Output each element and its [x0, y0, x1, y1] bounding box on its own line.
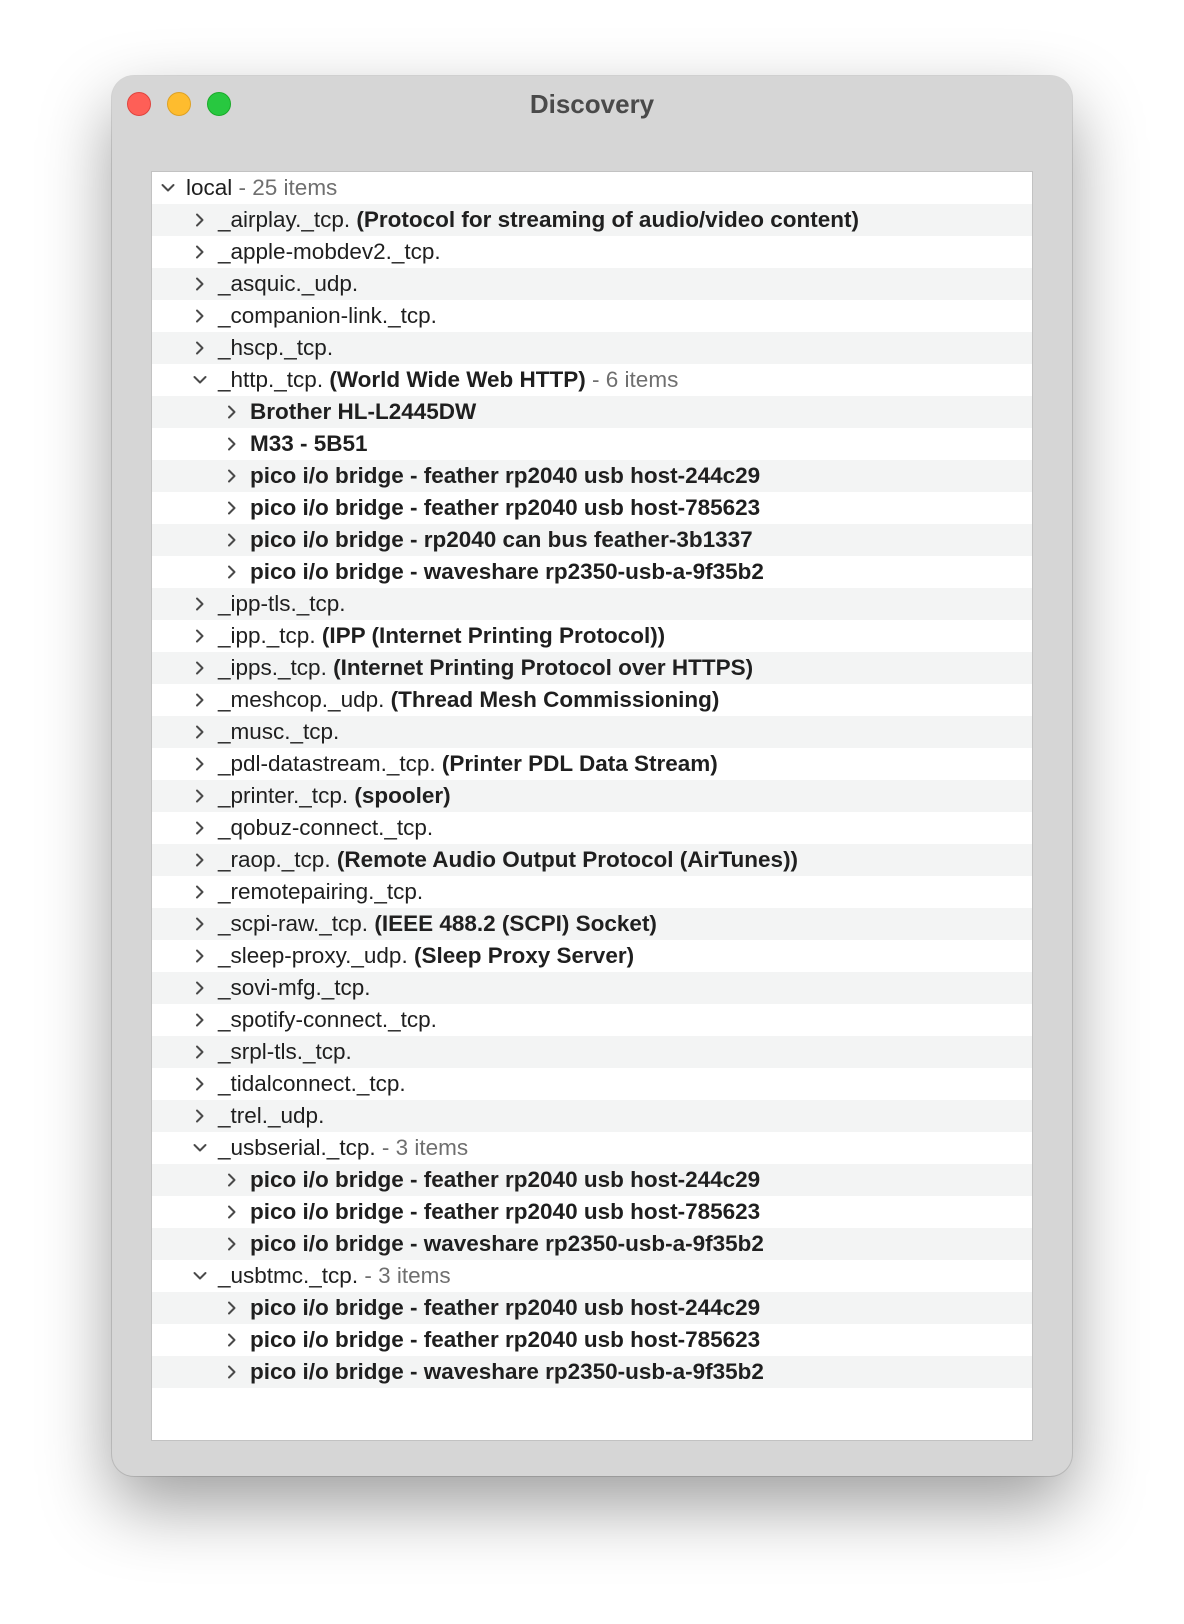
tree-row-instance[interactable] — [152, 1356, 1032, 1388]
chevron-right-icon[interactable] — [188, 204, 212, 236]
row-label — [218, 620, 665, 652]
service-description: (Sleep Proxy Server) — [413, 943, 635, 968]
tree-row-service[interactable] — [152, 716, 1032, 748]
row-label — [218, 780, 451, 812]
service-type-name: _usbserial._tcp. — [218, 1135, 376, 1160]
service-description: (Protocol for streaming of audio/video content) — [356, 207, 859, 232]
tree-row-instance[interactable] — [152, 460, 1032, 492]
row-label — [218, 812, 433, 844]
chevron-right-icon[interactable] — [188, 1004, 212, 1036]
service-type-name: _remotepairing._tcp. — [218, 879, 424, 904]
tree-row-service[interactable] — [152, 748, 1032, 780]
row-label — [218, 1132, 468, 1164]
service-type-name: _meshcop._udp. — [218, 687, 385, 712]
chevron-down-icon[interactable] — [188, 1260, 212, 1292]
chevron-right-icon[interactable] — [220, 556, 244, 588]
chevron-right-icon[interactable] — [220, 1324, 244, 1356]
service-type-name: _tidalconnect._tcp. — [218, 1071, 406, 1096]
row-label — [250, 1324, 760, 1356]
tree-row-service[interactable] — [152, 204, 1032, 236]
row-label — [218, 844, 798, 876]
discovery-window — [112, 76, 1072, 1476]
row-label — [218, 588, 346, 620]
service-type-name: _trel._udp. — [218, 1103, 325, 1128]
window-title: Discovery — [529, 89, 655, 119]
service-type-name: _sleep-proxy._udp. — [218, 943, 408, 968]
chevron-right-icon[interactable] — [188, 716, 212, 748]
service-description: (IPP (Internet Printing Protocol)) — [321, 623, 666, 648]
tree-row-service[interactable] — [152, 1260, 1032, 1292]
tree-row-instance[interactable] — [152, 1196, 1032, 1228]
row-label — [218, 1036, 352, 1068]
chevron-right-icon[interactable] — [220, 428, 244, 460]
service-type-name: _qobuz-connect._tcp. — [218, 815, 434, 840]
row-label — [250, 1196, 760, 1228]
tree-row-service[interactable] — [152, 620, 1032, 652]
tree-row-instance[interactable] — [152, 1164, 1032, 1196]
chevron-right-icon[interactable] — [188, 652, 212, 684]
tree-row-service[interactable] — [152, 1100, 1032, 1132]
chevron-right-icon[interactable] — [188, 268, 212, 300]
service-description: (Internet Printing Protocol over HTTPS) — [333, 655, 754, 680]
row-label — [218, 236, 441, 268]
chevron-right-icon[interactable] — [188, 1100, 212, 1132]
row-label — [250, 1356, 764, 1388]
service-type-name: _ipp-tls._tcp. — [218, 591, 346, 616]
row-label — [218, 652, 753, 684]
row-label — [218, 876, 423, 908]
row-label — [218, 204, 859, 236]
service-instance-name: pico i/o bridge - feather rp2040 usb host-785623 — [250, 1327, 761, 1352]
tree-row-instance[interactable] — [152, 396, 1032, 428]
service-instance-name: pico i/o bridge - feather rp2040 usb host-244c29 — [250, 1295, 761, 1320]
service-instance-name: Brother HL-L2445DW — [250, 399, 477, 424]
row-label — [186, 172, 337, 204]
tree-row-service[interactable] — [152, 876, 1032, 908]
tree-row-instance[interactable] — [152, 1228, 1032, 1260]
row-label — [218, 364, 678, 396]
tree-row-service[interactable] — [152, 588, 1032, 620]
service-instance-name: pico i/o bridge - feather rp2040 usb host-244c29 — [250, 1167, 761, 1192]
chevron-right-icon[interactable] — [188, 300, 212, 332]
service-type-name: _sovi-mfg._tcp. — [218, 975, 371, 1000]
row-label — [218, 716, 339, 748]
tree-row-instance[interactable] — [152, 1292, 1032, 1324]
service-type-name: _musc._tcp. — [218, 719, 340, 744]
row-label — [250, 1164, 760, 1196]
service-type-name: _airplay._tcp. — [218, 207, 351, 232]
row-label — [250, 1292, 760, 1324]
tree-row-service[interactable] — [152, 1004, 1032, 1036]
row-label — [218, 748, 718, 780]
item-count: - 3 items — [375, 1135, 469, 1160]
item-count: - 6 items — [585, 367, 679, 392]
row-label — [250, 396, 476, 428]
service-type-name: _raop._tcp. — [218, 847, 331, 872]
service-instance-name: M33 - 5B51 — [250, 431, 368, 456]
chevron-down-icon[interactable] — [188, 1132, 212, 1164]
chevron-right-icon[interactable] — [220, 1292, 244, 1324]
chevron-right-icon[interactable] — [220, 1164, 244, 1196]
chevron-down-icon[interactable] — [156, 172, 180, 204]
title-bar[interactable] — [112, 76, 1072, 132]
chevron-right-icon[interactable] — [188, 844, 212, 876]
chevron-right-icon[interactable] — [220, 492, 244, 524]
chevron-right-icon[interactable] — [188, 620, 212, 652]
tree-row-service[interactable] — [152, 972, 1032, 1004]
row-label — [250, 556, 764, 588]
tree-row-service[interactable] — [152, 236, 1032, 268]
tree-row-instance[interactable] — [152, 428, 1032, 460]
service-type-name: _asquic._udp. — [218, 271, 359, 296]
service-type-name: _http._tcp. — [218, 367, 324, 392]
chevron-right-icon[interactable] — [220, 460, 244, 492]
chevron-right-icon[interactable] — [188, 1068, 212, 1100]
service-type-name: _hscp._tcp. — [218, 335, 334, 360]
row-label — [218, 684, 719, 716]
service-instance-name: pico i/o bridge - rp2040 can bus feather-3b1337 — [250, 527, 753, 552]
row-label — [218, 972, 371, 1004]
tree-row-service[interactable] — [152, 844, 1032, 876]
service-description: (spooler) — [354, 783, 451, 808]
service-type-name: _srpl-tls._tcp. — [218, 1039, 352, 1064]
item-count: - 3 items — [358, 1263, 451, 1288]
row-label — [218, 1068, 406, 1100]
chevron-right-icon[interactable] — [220, 1196, 244, 1228]
row-label — [218, 940, 634, 972]
service-description: (World Wide Web HTTP) — [329, 367, 586, 392]
tree-row-instance[interactable] — [152, 1324, 1032, 1356]
tree-row-service[interactable] — [152, 268, 1032, 300]
tree-row-instance[interactable] — [152, 524, 1032, 556]
row-label — [250, 524, 753, 556]
row-label — [218, 332, 333, 364]
chevron-right-icon[interactable] — [220, 1356, 244, 1388]
service-instance-name: pico i/o bridge - feather rp2040 usb host-244c29 — [250, 463, 761, 488]
tree-row-instance[interactable] — [152, 556, 1032, 588]
service-type-name: _companion-link._tcp. — [218, 303, 437, 328]
tree-row-service[interactable] — [152, 364, 1032, 396]
chevron-right-icon[interactable] — [188, 972, 212, 1004]
chevron-right-icon[interactable] — [188, 1036, 212, 1068]
row-label — [218, 908, 657, 940]
tree-row-service[interactable] — [152, 1132, 1032, 1164]
service-type-name: _ipps._tcp. — [218, 655, 327, 680]
service-description: (IEEE 488.2 (SCPI) Socket) — [374, 911, 657, 936]
chevron-right-icon[interactable] — [188, 812, 212, 844]
tree-row-service[interactable] — [152, 684, 1032, 716]
row-label — [218, 1100, 324, 1132]
service-type-name: _scpi-raw._tcp. — [218, 911, 369, 936]
service-instance-name: pico i/o bridge - feather rp2040 usb host-785623 — [250, 1199, 761, 1224]
tree-row-service[interactable] — [152, 1036, 1032, 1068]
chevron-right-icon[interactable] — [188, 236, 212, 268]
tree-row-service[interactable] — [152, 652, 1032, 684]
tree-row-service[interactable] — [152, 780, 1032, 812]
chevron-right-icon[interactable] — [220, 396, 244, 428]
chevron-down-icon[interactable] — [188, 364, 212, 396]
service-description: (Printer PDL Data Stream) — [441, 751, 718, 776]
service-instance-name: pico i/o bridge - waveshare rp2350-usb-a-9f35b2 — [250, 559, 764, 584]
service-instance-name: pico i/o bridge - feather rp2040 usb host-785623 — [250, 495, 761, 520]
chevron-right-icon[interactable] — [220, 524, 244, 556]
tree-row-instance[interactable] — [152, 492, 1032, 524]
chevron-right-icon[interactable] — [188, 684, 212, 716]
tree-row-service[interactable] — [152, 300, 1032, 332]
tree-row-service[interactable] — [152, 812, 1032, 844]
chevron-right-icon[interactable] — [188, 332, 212, 364]
tree-row-root[interactable] — [152, 172, 1032, 204]
service-instance-name: pico i/o bridge - waveshare rp2350-usb-a-9f35b2 — [250, 1231, 764, 1256]
row-label — [250, 1228, 764, 1260]
service-type-name: _spotify-connect._tcp. — [218, 1007, 437, 1032]
row-label — [250, 428, 368, 460]
row-label — [250, 460, 760, 492]
tree-row-service[interactable] — [152, 332, 1032, 364]
chevron-right-icon[interactable] — [188, 588, 212, 620]
service-type-name: _printer._tcp. — [218, 783, 349, 808]
chevron-right-icon[interactable] — [220, 1228, 244, 1260]
chevron-right-icon[interactable] — [188, 908, 212, 940]
row-label — [218, 300, 437, 332]
service-description: (Remote Audio Output Protocol (AirTunes)) — [336, 847, 799, 872]
service-instance-name: pico i/o bridge - waveshare rp2350-usb-a-9f35b2 — [250, 1359, 764, 1384]
row-label — [218, 1260, 451, 1292]
service-type-name: _usbtmc._tcp. — [218, 1263, 359, 1288]
row-label — [218, 1004, 437, 1036]
service-type-name: _apple-mobdev2._tcp. — [218, 239, 441, 264]
tree-row-service[interactable] — [152, 940, 1032, 972]
item-count: - 25 items — [232, 175, 338, 200]
service-type-name: _ipp._tcp. — [218, 623, 316, 648]
chevron-right-icon[interactable] — [188, 780, 212, 812]
service-description: (Thread Mesh Commissioning) — [390, 687, 720, 712]
outline-view[interactable] — [152, 172, 1032, 1440]
tree-row-service[interactable] — [152, 1068, 1032, 1100]
chevron-right-icon[interactable] — [188, 940, 212, 972]
service-type-name: _pdl-datastream._tcp. — [218, 751, 436, 776]
tree-row-service[interactable] — [152, 908, 1032, 940]
row-label — [218, 268, 358, 300]
row-label — [250, 492, 760, 524]
chevron-right-icon[interactable] — [188, 748, 212, 780]
chevron-right-icon[interactable] — [188, 876, 212, 908]
root-domain-name: local — [186, 175, 233, 200]
